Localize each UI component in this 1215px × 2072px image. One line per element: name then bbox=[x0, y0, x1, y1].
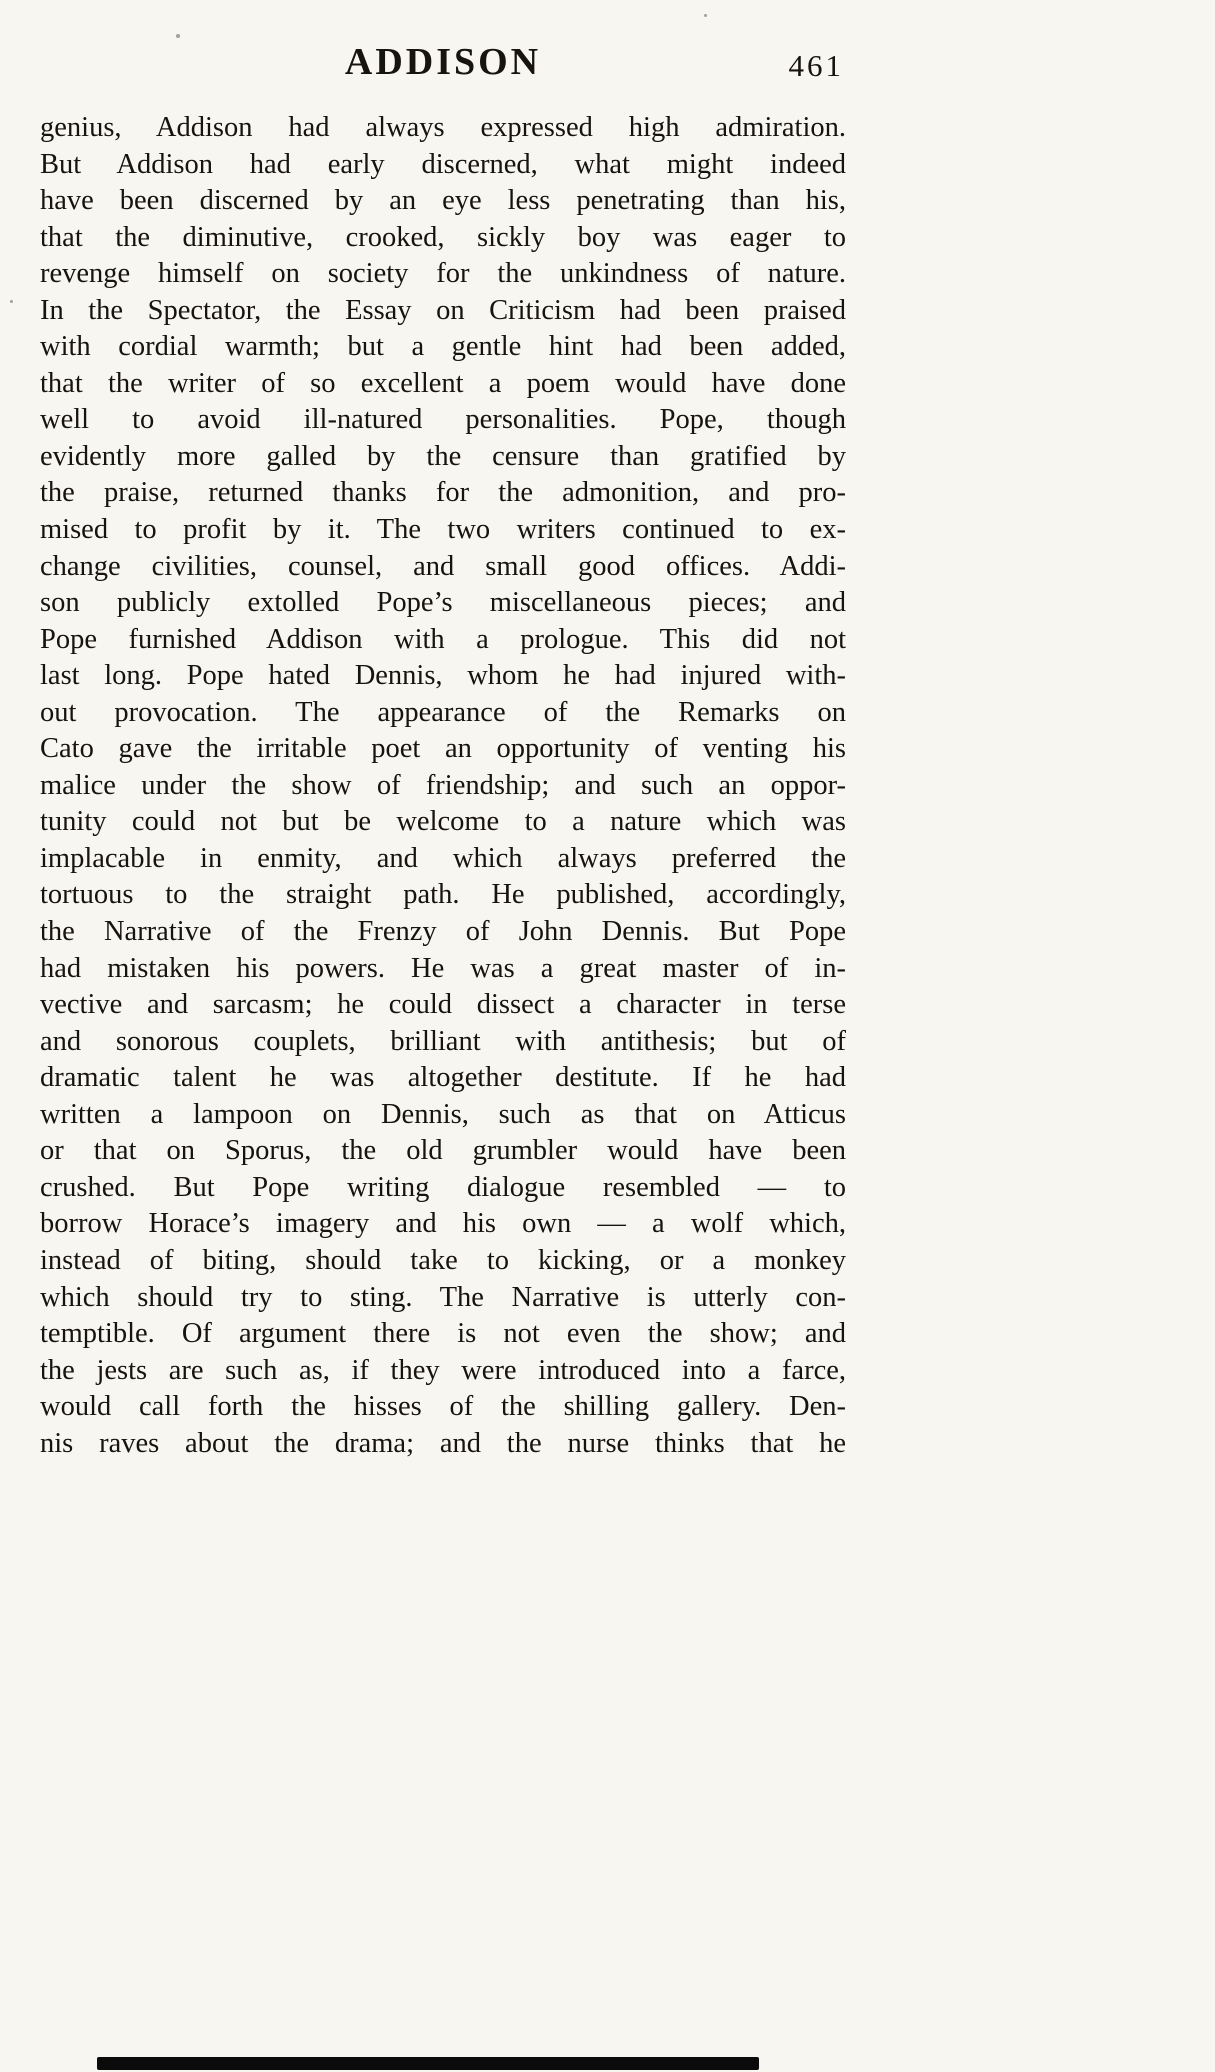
text-line: have been discerned by an eye less penetrating than his, bbox=[40, 185, 846, 217]
text-line: with cordial warmth; but a gentle hint had been added, bbox=[40, 331, 846, 363]
text-line: would call forth the hisses of the shilling gallery. Den- bbox=[40, 1391, 846, 1423]
page-number: 461 bbox=[788, 48, 844, 83]
text-line: temptible. Of argument there is not even the show; and bbox=[40, 1318, 846, 1350]
text-line: tortuous to the straight path. He published, accordingly, bbox=[40, 879, 846, 911]
text-line: Cato gave the irritable poet an opportunity of venting his bbox=[40, 733, 846, 765]
text-line: crushed. But Pope writing dialogue resembled — to bbox=[40, 1171, 846, 1203]
text-block bbox=[40, 40, 846, 1462]
text-line: the jests are such as, if they were introduced into a farce, bbox=[40, 1354, 846, 1386]
page-header bbox=[40, 40, 846, 102]
text-line: borrow Horace’s imagery and his own — a wolf which, bbox=[40, 1208, 846, 1240]
text-line: instead of biting, should take to kicking, or a monkey bbox=[40, 1244, 846, 1276]
text-line: written a lampoon on Dennis, such as that on Atticus bbox=[40, 1098, 846, 1130]
text-line: But Addison had early discerned, what might indeed bbox=[40, 148, 846, 180]
text-line: change civilities, counsel, and small good offices. Addi- bbox=[40, 550, 846, 582]
text-line: vective and sarcasm; he could dissect a character in terse bbox=[40, 989, 846, 1021]
text-line: last long. Pope hated Dennis, whom he had injured with- bbox=[40, 660, 846, 692]
text-line: nis raves about the drama; and the nurse thinks that he bbox=[40, 1427, 846, 1459]
page-body bbox=[40, 110, 846, 1462]
scan-speck bbox=[704, 14, 707, 17]
text-line: malice under the show of friendship; and such an oppor- bbox=[40, 769, 846, 801]
text-line: In the Spectator, the Essay on Criticism had been praised bbox=[40, 294, 846, 326]
text-line: that the writer of so excellent a poem would have done bbox=[40, 367, 846, 399]
scan-speck bbox=[176, 34, 180, 38]
text-line: had mistaken his powers. He was a great master of in- bbox=[40, 952, 846, 984]
text-line: the praise, returned thanks for the admonition, and pro- bbox=[40, 477, 846, 509]
text-line: mised to profit by it. The two writers continued to ex- bbox=[40, 514, 846, 546]
text-line: well to avoid ill-natured personalities. Pope, though bbox=[40, 404, 846, 436]
text-line: or that on Sporus, the old grumbler would have been bbox=[40, 1135, 846, 1167]
running-title: ADDISON bbox=[344, 41, 542, 83]
text-line: evidently more galled by the censure than gratified by bbox=[40, 440, 846, 472]
text-line: revenge himself on society for the unkindness of nature. bbox=[40, 258, 846, 290]
text-line: tunity could not but be welcome to a nature which was bbox=[40, 806, 846, 838]
text-line: that the diminutive, crooked, sickly boy was eager to bbox=[40, 221, 846, 253]
scan-artifact-bar bbox=[97, 2057, 759, 2070]
scan-speck bbox=[10, 300, 13, 303]
text-line: implacable in enmity, and which always preferred the bbox=[40, 842, 846, 874]
text-line: genius, Addison had always expressed high admiration. bbox=[40, 112, 846, 143]
text-line: dramatic talent he was altogether destitute. If he had bbox=[40, 1062, 846, 1094]
text-line: son publicly extolled Pope’s miscellaneous pieces; and bbox=[40, 587, 846, 619]
text-line: the Narrative of the Frenzy of John Dennis. But Pope bbox=[40, 916, 846, 948]
text-line: Pope furnished Addison with a prologue. This did not bbox=[40, 623, 846, 655]
text-line: and sonorous couplets, brilliant with antithesis; but of bbox=[40, 1025, 846, 1057]
text-line: out provocation. The appearance of the Remarks on bbox=[40, 696, 846, 728]
text-line: which should try to sting. The Narrative is utterly con- bbox=[40, 1281, 846, 1313]
